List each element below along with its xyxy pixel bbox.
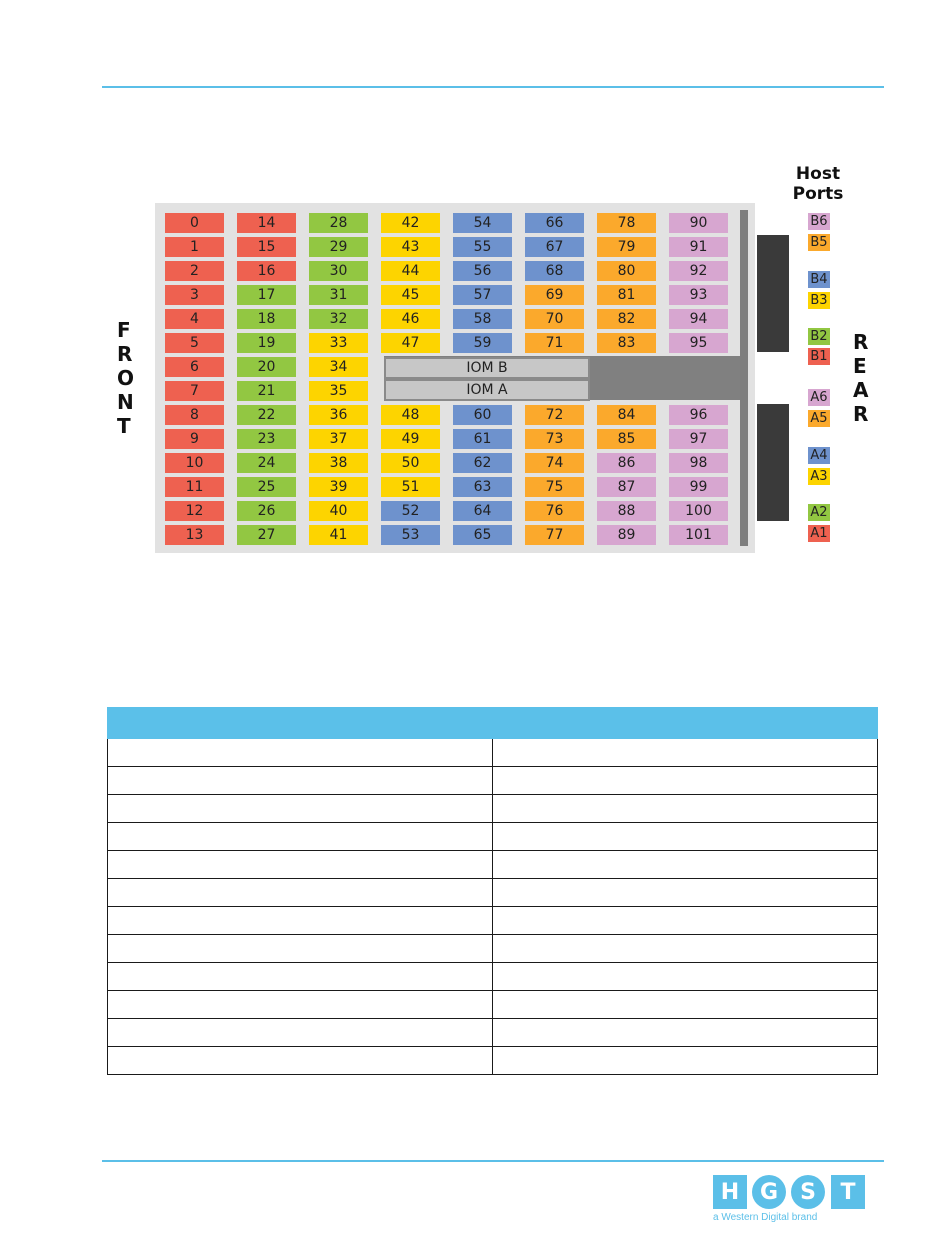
drive-slot: 99 — [669, 477, 728, 497]
table-header-cell — [493, 708, 878, 739]
drive-slot: 70 — [525, 309, 584, 329]
front-letter: T — [117, 414, 131, 438]
drive-slot: 29 — [309, 237, 368, 257]
table-row — [108, 1019, 878, 1047]
drive-slot: 68 — [525, 261, 584, 281]
drive-slot: 48 — [381, 405, 440, 425]
table-row — [108, 1047, 878, 1075]
host-ports-title — [783, 164, 853, 204]
drive-slot: 22 — [237, 405, 296, 425]
table-cell — [108, 991, 493, 1019]
drive-slot: 92 — [669, 261, 728, 281]
drive-slot: 9 — [165, 429, 224, 449]
table-row — [108, 991, 878, 1019]
drive-slot: 41 — [309, 525, 368, 545]
table-cell — [493, 851, 878, 879]
drive-slot: 23 — [237, 429, 296, 449]
drive-slot: 81 — [597, 285, 656, 305]
table-cell — [108, 851, 493, 879]
logo-letter-s: S — [791, 1175, 825, 1209]
drive-slot: 90 — [669, 213, 728, 233]
drive-slot: 4 — [165, 309, 224, 329]
drive-slot: 101 — [669, 525, 728, 545]
drive-slot: 31 — [309, 285, 368, 305]
drive-slot: 0 — [165, 213, 224, 233]
drive-slot: 78 — [597, 213, 656, 233]
drive-slot: 20 — [237, 357, 296, 377]
drive-slot: 2 — [165, 261, 224, 281]
host-port: B1 — [808, 348, 830, 365]
table-cell — [108, 1019, 493, 1047]
drive-slot: 58 — [453, 309, 512, 329]
drive-slot: 76 — [525, 501, 584, 521]
drive-slot: 72 — [525, 405, 584, 425]
drive-slot: 28 — [309, 213, 368, 233]
host-port: A4 — [808, 447, 830, 464]
iom-b: IOM B — [384, 357, 590, 379]
drive-slot: 75 — [525, 477, 584, 497]
drive-slot: 1 — [165, 237, 224, 257]
host-port: B2 — [808, 328, 830, 345]
drive-slot: 24 — [237, 453, 296, 473]
drive-slot: 94 — [669, 309, 728, 329]
drive-slot: 26 — [237, 501, 296, 521]
table-cell — [108, 823, 493, 851]
drive-slot: 62 — [453, 453, 512, 473]
table-row — [108, 935, 878, 963]
drive-slot: 8 — [165, 405, 224, 425]
drive-slot: 39 — [309, 477, 368, 497]
drive-slot: 54 — [453, 213, 512, 233]
host-port: B3 — [808, 292, 830, 309]
drive-slot: 64 — [453, 501, 512, 521]
drive-slot: 25 — [237, 477, 296, 497]
table-cell — [108, 879, 493, 907]
table-cell — [493, 879, 878, 907]
host-port: A6 — [808, 389, 830, 406]
drive-slot: 35 — [309, 381, 368, 401]
logo-letter-g: G — [752, 1175, 786, 1209]
drive-slot: 37 — [309, 429, 368, 449]
drive-slot: 18 — [237, 309, 296, 329]
table-row — [108, 879, 878, 907]
drive-slot: 46 — [381, 309, 440, 329]
table-cell — [493, 795, 878, 823]
rear-letter: R — [853, 402, 869, 426]
drive-slot: 69 — [525, 285, 584, 305]
drive-slot: 79 — [597, 237, 656, 257]
table-cell — [108, 963, 493, 991]
drive-slot: 42 — [381, 213, 440, 233]
drive-slot: 17 — [237, 285, 296, 305]
table-cell — [493, 823, 878, 851]
drive-slot: 5 — [165, 333, 224, 353]
drive-slot: 19 — [237, 333, 296, 353]
drive-slot: 52 — [381, 501, 440, 521]
drive-slot: 55 — [453, 237, 512, 257]
drive-slot: 40 — [309, 501, 368, 521]
drive-slot: 16 — [237, 261, 296, 281]
drive-slot: 44 — [381, 261, 440, 281]
host-port: B5 — [808, 234, 830, 251]
drive-slot: 80 — [597, 261, 656, 281]
drive-slot: 95 — [669, 333, 728, 353]
drive-slot: 85 — [597, 429, 656, 449]
table-cell — [493, 767, 878, 795]
rear-letter: E — [853, 354, 867, 378]
drive-slot: 65 — [453, 525, 512, 545]
table-row — [108, 963, 878, 991]
drive-slot: 21 — [237, 381, 296, 401]
drive-slot: 86 — [597, 453, 656, 473]
drive-slot: 93 — [669, 285, 728, 305]
drive-slot: 49 — [381, 429, 440, 449]
drive-slot: 36 — [309, 405, 368, 425]
drive-slot: 10 — [165, 453, 224, 473]
table-body — [108, 739, 878, 1075]
table-header-cell — [108, 708, 493, 739]
table-cell — [108, 739, 493, 767]
front-letter: O — [117, 366, 135, 390]
table-row — [108, 907, 878, 935]
drive-slot: 30 — [309, 261, 368, 281]
drive-slot: 83 — [597, 333, 656, 353]
drive-slot: 84 — [597, 405, 656, 425]
drive-slot: 43 — [381, 237, 440, 257]
drive-slot: 77 — [525, 525, 584, 545]
table-cell — [108, 935, 493, 963]
drive-slot: 38 — [309, 453, 368, 473]
drive-slot: 27 — [237, 525, 296, 545]
drive-slot: 73 — [525, 429, 584, 449]
drive-slot: 12 — [165, 501, 224, 521]
front-letter: F — [117, 318, 131, 342]
drive-slot: 32 — [309, 309, 368, 329]
table-row — [108, 767, 878, 795]
connector-upper — [757, 235, 789, 352]
rear-letter: R — [853, 330, 869, 354]
drive-slot: 63 — [453, 477, 512, 497]
logo-tagline: a Western Digital brand — [713, 1212, 818, 1223]
drive-slot: 66 — [525, 213, 584, 233]
table-cell — [493, 1019, 878, 1047]
rear-letter: A — [853, 378, 869, 402]
logo-letter-h: H — [713, 1175, 747, 1209]
table-cell — [493, 991, 878, 1019]
drive-slot: 61 — [453, 429, 512, 449]
drive-slot: 11 — [165, 477, 224, 497]
footer-rule — [102, 1160, 884, 1162]
front-letter: N — [117, 390, 134, 414]
drive-slot: 71 — [525, 333, 584, 353]
drive-slot: 100 — [669, 501, 728, 521]
drive-slot: 7 — [165, 381, 224, 401]
front-letter: R — [117, 342, 133, 366]
connector-lower — [757, 404, 789, 521]
drive-slot: 3 — [165, 285, 224, 305]
table-cell — [493, 907, 878, 935]
table-cell — [493, 963, 878, 991]
drive-slot: 33 — [309, 333, 368, 353]
drive-slot: 96 — [669, 405, 728, 425]
drive-slot: 13 — [165, 525, 224, 545]
table-cell — [108, 767, 493, 795]
drive-slot: 98 — [669, 453, 728, 473]
table-cell — [493, 739, 878, 767]
table-header-row — [108, 708, 878, 739]
drive-slot: 67 — [525, 237, 584, 257]
host-port: A5 — [808, 410, 830, 427]
drive-slot: 91 — [669, 237, 728, 257]
drive-slot: 14 — [237, 213, 296, 233]
header-rule — [102, 86, 884, 88]
table-cell — [493, 935, 878, 963]
table-row — [108, 851, 878, 879]
table-row — [108, 823, 878, 851]
drive-slot: 59 — [453, 333, 512, 353]
logo-letter-t: T — [831, 1175, 865, 1209]
table-cell — [108, 795, 493, 823]
data-table — [107, 707, 878, 1075]
drive-slot: 15 — [237, 237, 296, 257]
table-cell — [493, 1047, 878, 1075]
host-port: B4 — [808, 271, 830, 288]
drive-slot: 89 — [597, 525, 656, 545]
drive-slot: 82 — [597, 309, 656, 329]
drive-slot: 87 — [597, 477, 656, 497]
drive-slot: 6 — [165, 357, 224, 377]
drive-slot: 56 — [453, 261, 512, 281]
table-cell — [108, 1047, 493, 1075]
host-port: A1 — [808, 525, 830, 542]
drive-slot: 97 — [669, 429, 728, 449]
drive-slot: 57 — [453, 285, 512, 305]
table-row — [108, 739, 878, 767]
host-port: A3 — [808, 468, 830, 485]
rear-bar — [740, 210, 748, 546]
drive-slot: 45 — [381, 285, 440, 305]
host-ports-title-text: Host Ports — [792, 164, 844, 204]
iom-a: IOM A — [384, 379, 590, 401]
drive-slot: 74 — [525, 453, 584, 473]
drive-slot: 60 — [453, 405, 512, 425]
host-port: A2 — [808, 504, 830, 521]
table-row — [108, 795, 878, 823]
drive-slot: 53 — [381, 525, 440, 545]
host-port: B6 — [808, 213, 830, 230]
drive-slot: 88 — [597, 501, 656, 521]
table-cell — [108, 907, 493, 935]
drive-slot: 50 — [381, 453, 440, 473]
drive-slot: 47 — [381, 333, 440, 353]
drive-slot: 34 — [309, 357, 368, 377]
drive-slot: 51 — [381, 477, 440, 497]
